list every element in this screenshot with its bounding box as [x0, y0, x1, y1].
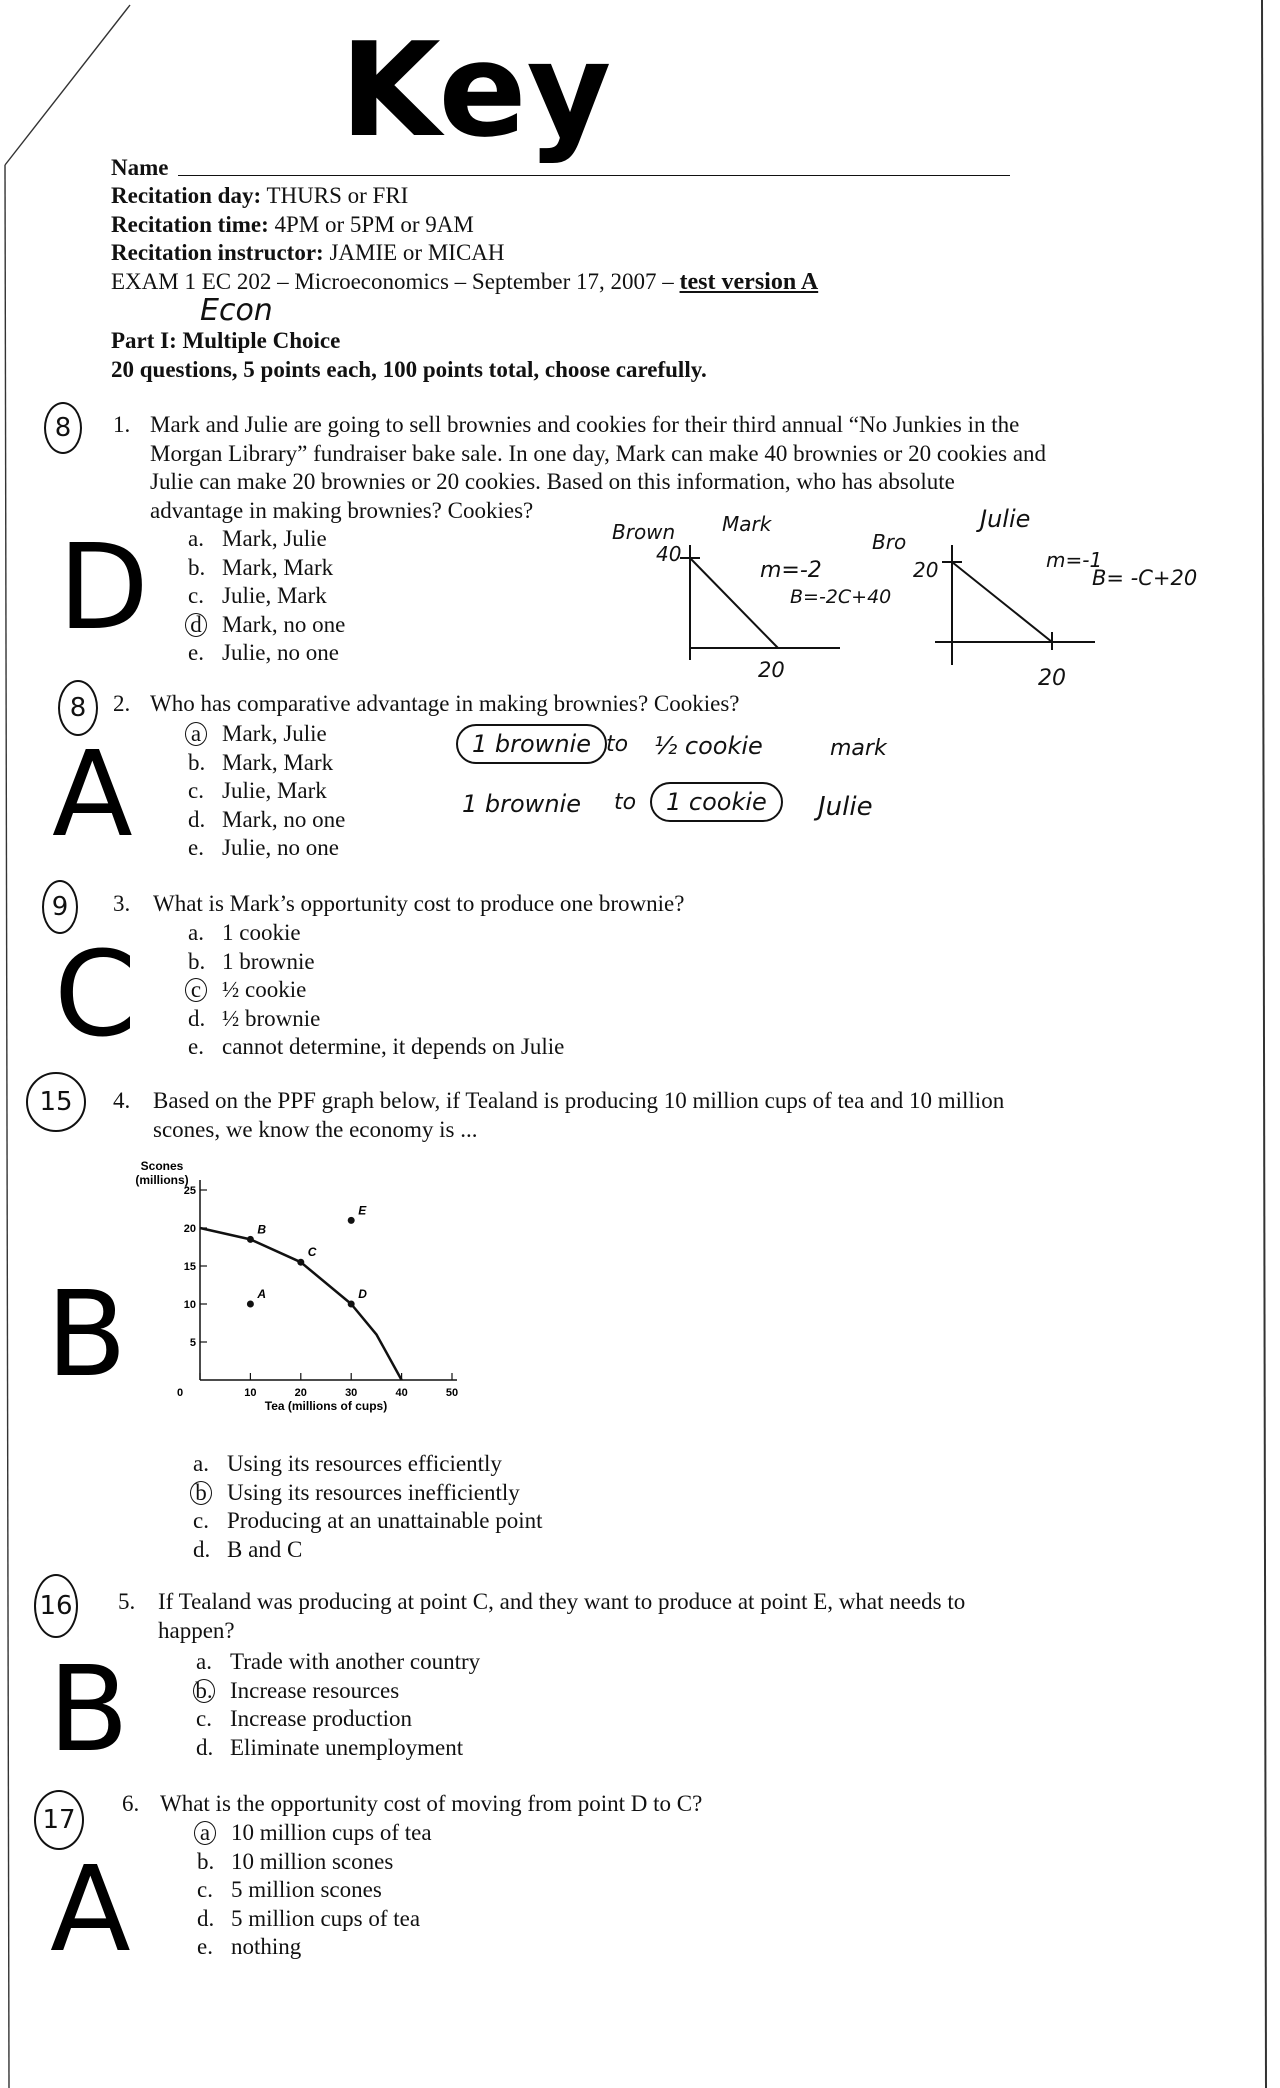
- mark-slope: m=-2: [760, 558, 822, 583]
- answer-letter-6: A: [50, 1840, 131, 1978]
- julie-equation: B= -C+20: [1092, 566, 1198, 590]
- option: d. B and C: [193, 1536, 303, 1562]
- answer-letter-2: A: [52, 725, 133, 863]
- point-d: [348, 1301, 355, 1308]
- julie-y-tick: 20: [913, 558, 939, 582]
- mark-x-tick: 20: [758, 658, 785, 682]
- answer-letter-5: B: [48, 1640, 129, 1778]
- score-circle-1: 8: [44, 402, 82, 454]
- x-tick-label: 30: [345, 1387, 358, 1399]
- x-tick-label: 50: [445, 1387, 459, 1399]
- y-tick-label: 20: [183, 1223, 196, 1235]
- question-number: 4.: [113, 1088, 131, 1113]
- option: e. Julie, no one: [188, 640, 339, 665]
- option: a. Trade with another country: [196, 1649, 481, 1674]
- exam-title: EXAM 1 EC 202 – Microeconomics – September 17, 2007 –: [111, 269, 674, 294]
- options-list: [196, 1648, 480, 1762]
- question-number: 2.: [113, 691, 131, 716]
- q1-sketches: [600, 500, 1240, 700]
- y-tick-label: 25: [183, 1185, 196, 1197]
- q2-julie-name: Julie: [818, 792, 873, 822]
- mark-y-tick: 40: [656, 542, 682, 566]
- recitation-instructor-value: JAMIE or MICAH: [329, 240, 505, 265]
- point-label-e: E: [358, 1203, 367, 1218]
- q2-mark-rhs: ½ cookie: [654, 732, 763, 760]
- econ-handwriting: Econ: [200, 293, 273, 328]
- option: a. Mark, Julie: [188, 526, 327, 551]
- recitation-day-label: Recitation day:: [111, 183, 262, 208]
- julie-x-tick: 20: [1038, 666, 1066, 691]
- options-list: [188, 720, 345, 863]
- recitation-day: [111, 182, 408, 210]
- point-a: [247, 1301, 254, 1308]
- point-label-a: A: [257, 1287, 267, 1301]
- mark-label: Mark: [722, 512, 772, 536]
- score-circle-6: 17: [34, 1790, 84, 1850]
- q2-mark-to: to: [606, 732, 629, 757]
- option: b. 10 million scones: [197, 1848, 394, 1874]
- x-tick-label: 0: [176, 1387, 184, 1399]
- point-c: [297, 1259, 304, 1266]
- julie-slope: m=-1: [1046, 548, 1103, 572]
- option: c. Producing at an unattainable point: [193, 1508, 543, 1533]
- option: d. Mark, no one: [188, 806, 346, 832]
- option: a. Using its resources efficiently: [193, 1451, 502, 1476]
- part-title: Part I: Multiple Choice: [111, 328, 341, 353]
- julie-axis-label: Bro: [872, 530, 907, 554]
- point-e: [348, 1217, 355, 1224]
- x-tick-label: 20: [294, 1387, 307, 1399]
- option-selected: a Mark, Julie: [188, 720, 345, 749]
- question-stem: Mark and Julie are going to sell brownies and cookies for their third annual “No Junkies in the Morgan Library” fundraiser bake sale. In one day, Mark can make 40 brownies or 20 cookies and Julie can make 20 brownies or 20 cookies. Based on this information, who has absolute advantage in making brownies? Cookies?: [150, 412, 1047, 523]
- recitation-time-value: 4PM or 5PM or 9AM: [274, 212, 474, 237]
- option: c. Julie, Mark: [188, 583, 327, 608]
- point-b: [247, 1236, 254, 1243]
- option: d. ½ brownie: [188, 1005, 321, 1031]
- question-number: 6.: [122, 1791, 140, 1816]
- recitation-day-value: THURS or FRI: [266, 183, 409, 208]
- q2-julie-lhs: 1 brownie: [462, 790, 581, 818]
- point-label-b: B: [257, 1222, 267, 1237]
- option: d. Eliminate unemployment: [196, 1734, 464, 1760]
- option: b. 1 brownie: [188, 948, 315, 974]
- answer-letter-1: D: [58, 518, 149, 656]
- question-stem: Based on the PPF graph below, if Tealand is producing 10 million cups of tea and 10 million scones, we know the economy is ...: [153, 1088, 1005, 1142]
- mark-equation: B=-2C+40: [790, 586, 892, 608]
- x-axis-label: Tea (millions of cups): [264, 1399, 388, 1413]
- key-handwriting: Key: [340, 14, 612, 166]
- name-label: Name: [111, 155, 169, 180]
- answer-letter-4: B: [46, 1265, 127, 1403]
- julie-label: Julie: [980, 505, 1031, 533]
- option-selected: b. Increase resources: [196, 1677, 480, 1706]
- question-stem: Who has comparative advantage in making brownies? Cookies?: [150, 691, 740, 716]
- test-version: test version A: [679, 269, 819, 295]
- name-field: [178, 175, 1010, 176]
- question-number: 3.: [113, 891, 131, 916]
- question-number: 5.: [118, 1589, 136, 1614]
- y-tick-label: 10: [183, 1299, 196, 1311]
- score-circle-4: 15: [26, 1072, 86, 1132]
- score-circle-5: 16: [34, 1574, 78, 1638]
- option: c. 5 million scones: [197, 1877, 382, 1902]
- recitation-instructor-label: Recitation instructor:: [111, 240, 324, 265]
- option-selected: c ½ cookie: [188, 976, 564, 1005]
- option-selected: d Mark, no one: [188, 611, 345, 640]
- option: e. Julie, no one: [188, 835, 339, 860]
- q2-julie-to: to: [614, 790, 637, 815]
- q2-julie-rhs: 1 cookie: [650, 782, 783, 822]
- exam-line: [111, 268, 818, 296]
- question-stem: What is the opportunity cost of moving from point D to C?: [160, 1791, 703, 1816]
- y-axis-label: Scones: [140, 1159, 184, 1173]
- score-circle-2: 8: [58, 680, 98, 736]
- question-stem: What is Mark’s opportunity cost to produce one brownie?: [153, 891, 685, 916]
- option: a. 1 cookie: [188, 920, 301, 945]
- score-circle-3: 9: [42, 880, 78, 934]
- x-tick-label: 10: [244, 1387, 257, 1399]
- option: c. Julie, Mark: [188, 778, 327, 803]
- recitation-time: [111, 211, 474, 239]
- recitation-instructor: [111, 239, 505, 267]
- q2-mark-name: mark: [830, 736, 887, 761]
- q2-mark-lhs: 1 brownie: [456, 724, 607, 764]
- option: e. cannot determine, it depends on Julie: [188, 1034, 565, 1059]
- ppf-curve: [200, 1228, 402, 1380]
- ppf-chart: [110, 1159, 490, 1430]
- point-label-c: C: [307, 1245, 317, 1260]
- option: b. Mark, Mark: [188, 554, 334, 580]
- question-stem: If Tealand was producing at point C, and they want to produce at point E, what needs to happen?: [158, 1589, 966, 1643]
- option: b. Mark, Mark: [188, 749, 334, 775]
- y-tick-label: 5: [189, 1337, 196, 1349]
- option: c. Increase production: [196, 1706, 413, 1731]
- option: d. 5 million cups of tea: [197, 1905, 421, 1931]
- recitation-time-label: Recitation time:: [111, 212, 269, 237]
- options-list: [197, 1819, 432, 1962]
- mark-axis-label: Brown: [612, 520, 676, 544]
- option-selected: b Using its resources inefficiently: [193, 1479, 543, 1508]
- options-list: [193, 1450, 543, 1564]
- part-subtitle: 20 questions, 5 points each, 100 points total, choose carefully.: [111, 357, 707, 382]
- point-label-d: D: [358, 1287, 367, 1301]
- option: e. nothing: [197, 1934, 302, 1959]
- question-number: 1.: [113, 412, 131, 437]
- y-tick-label: 15: [183, 1261, 196, 1273]
- option-selected: a 10 million cups of tea: [197, 1819, 432, 1848]
- x-tick-label: 40: [395, 1387, 408, 1399]
- y-axis-label-units: (millions): [135, 1173, 189, 1187]
- options-list: [188, 525, 345, 668]
- options-list: [188, 919, 564, 1062]
- answer-letter-3: C: [54, 925, 137, 1063]
